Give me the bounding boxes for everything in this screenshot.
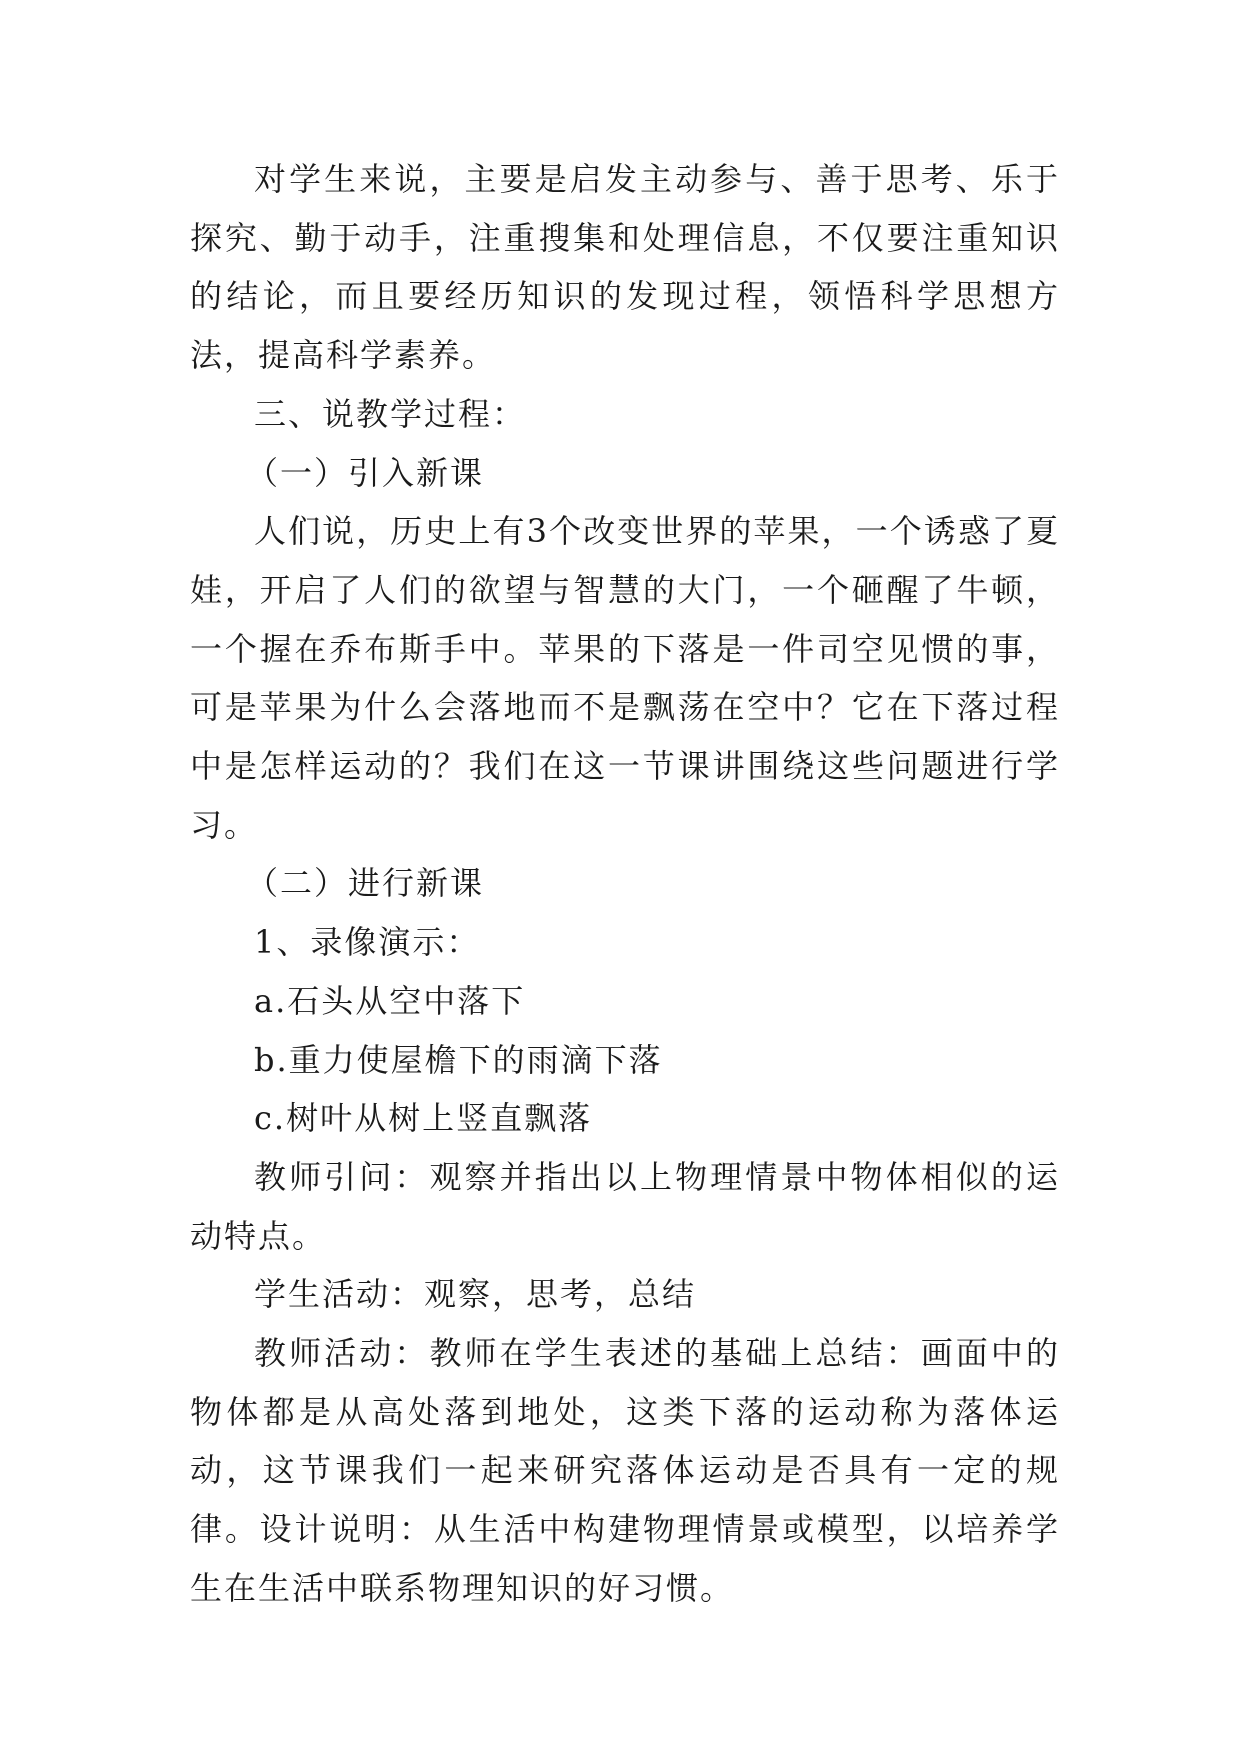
subheading-new-lesson: （二）进行新课 <box>246 864 485 903</box>
list-item-leaf: c.树叶从树上竖直飘落 <box>254 1099 593 1138</box>
list-item-stone: a.石头从空中落下 <box>254 981 526 1020</box>
list-item-raindrop: b.重力使屋檐下的雨滴下落 <box>254 1040 663 1079</box>
paragraph-student-activity: 学生活动：观察，思考，总结 <box>254 1275 697 1314</box>
paragraph-student-goals: 对学生来说，主要是启发主动参与、善于思考、乐于探究、勤于动手，注重搜集和处理信息，不仅要注重知识的结论，而且要经历知识的发现过程，领悟科学思想方法，提高科学素养。 <box>190 160 1060 375</box>
list-item-video-demo: 1、录像演示： <box>254 923 481 962</box>
document-page <box>190 150 1060 1618</box>
paragraph-teacher-question: 教师引问：观察并指出以上物理情景中物体相似的运动特点。 <box>190 1157 1060 1255</box>
subheading-introduce-lesson: （一）引入新课 <box>246 453 485 492</box>
heading-teaching-process: 三、说教学过程： <box>254 394 527 433</box>
paragraph-teacher-activity: 教师活动：教师在学生表述的基础上总结：画面中的物体都是从高处落到地处，这类下落的运动称为落体运动，这节课我们一起来研究落体运动是否具有一定的规律。设计说明：从生活中构建物理情景或模型，以培养学生在生活中联系物理知识的好习惯。 <box>190 1334 1060 1607</box>
paragraph-apples-intro: 人们说，历史上有3个改变世界的苹果，一个诱惑了夏娃，开启了人们的欲望与智慧的大门，一个砸醒了牛顿，一个握在乔布斯手中。苹果的下落是一件司空见惯的事，可是苹果为什么会落地而不是飘荡在空中？它在下落过程中是怎样运动的？我们在这一节课讲围绕这些问题进行学习。 <box>190 512 1060 844</box>
